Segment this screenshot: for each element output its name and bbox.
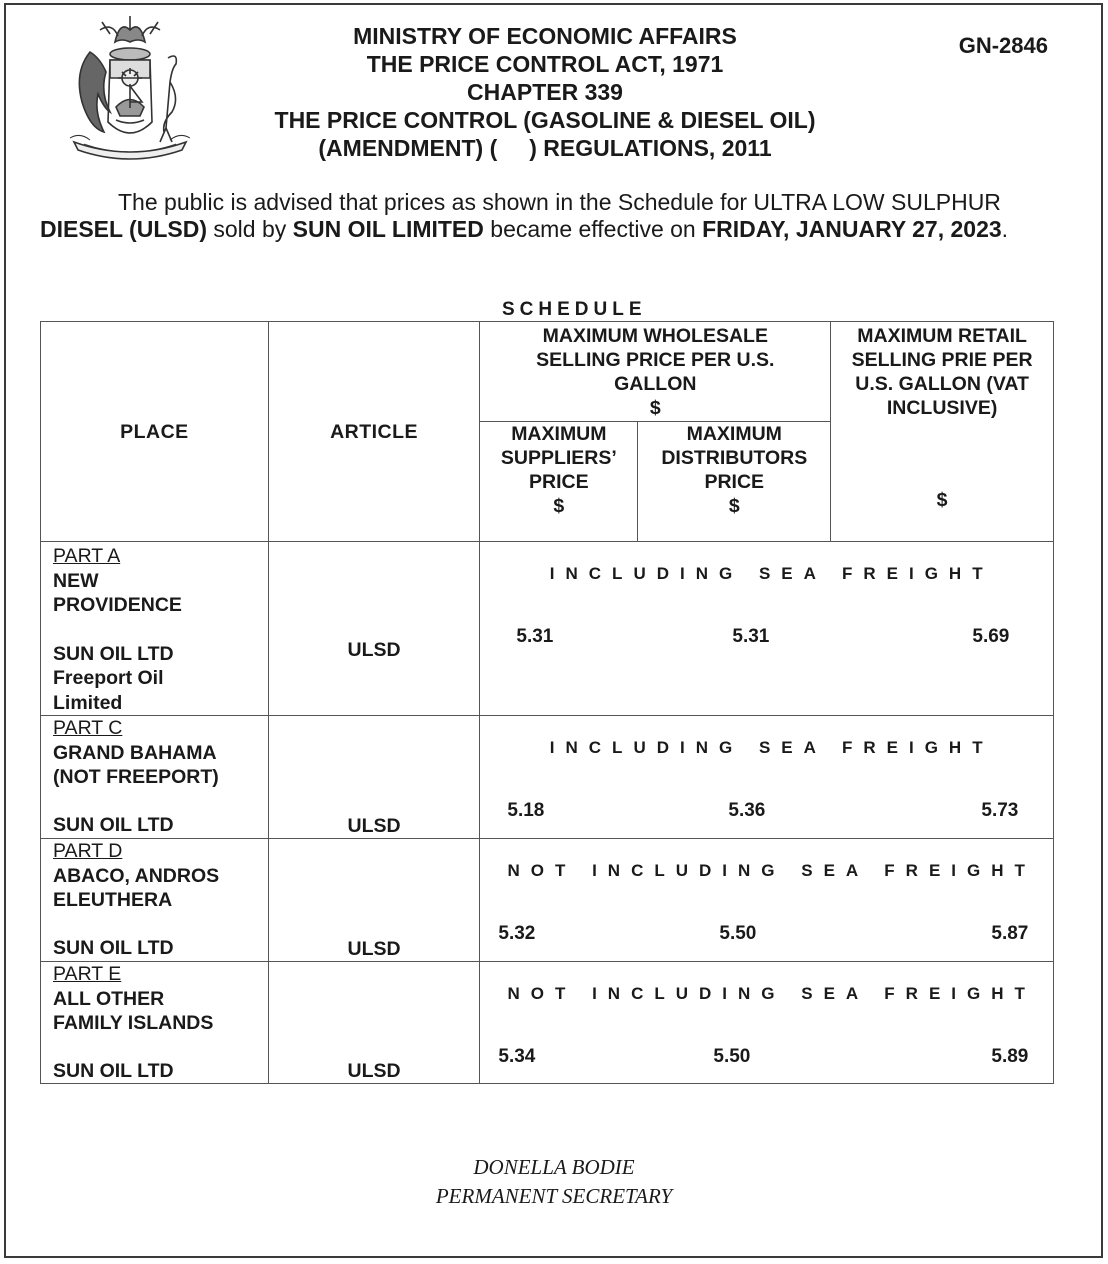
price-schedule-table xyxy=(40,321,1054,1084)
suppliers-price: 5.34 xyxy=(498,1046,536,1067)
distributors-price: 5.36 xyxy=(728,800,766,821)
distributors-label: MAXIMUM DISTRIBUTORS PRICE xyxy=(661,423,808,493)
suppliers-price: 5.18 xyxy=(507,800,545,821)
company-name: Limited xyxy=(53,691,123,714)
freight-note: NOT INCLUDING SEA FREIGHT xyxy=(507,984,1036,1003)
suppliers-price: 5.32 xyxy=(498,923,536,944)
place-cell xyxy=(41,542,269,716)
region-name: ALL OTHER xyxy=(53,987,165,1010)
suppliers-price: 5.31 xyxy=(516,626,554,647)
column-header-suppliers xyxy=(480,422,638,542)
part-label: PART D xyxy=(53,840,123,862)
region-name: PROVIDENCE xyxy=(53,594,182,616)
notice-product: DIESEL (ULSD) xyxy=(40,216,207,242)
retail-unit: $ xyxy=(936,489,948,511)
article-cell: ULSD xyxy=(268,839,480,962)
place-cell xyxy=(41,962,269,1084)
region-name: ELEUTHERA xyxy=(53,889,173,911)
public-notice-paragraph xyxy=(40,189,1070,243)
freight-note: INCLUDING SEA FREIGHT xyxy=(549,564,994,583)
notice-text-1: The public is advised that prices as shown in the Schedule for ULTRA LOW SULPHUR xyxy=(118,189,1001,215)
wholesale-unit: $ xyxy=(649,397,661,419)
region-name: NEW xyxy=(53,569,99,592)
signature-block xyxy=(0,1153,1108,1211)
column-header-retail xyxy=(831,322,1054,542)
freight-note: NOT INCLUDING SEA FREIGHT xyxy=(507,861,1036,880)
company-name: SUN OIL LTD xyxy=(53,813,174,836)
signatory-name: DONELLA BODIE xyxy=(473,1155,635,1179)
wholesale-label: MAXIMUM WHOLESALE SELLING PRICE PER U.S. GALLON xyxy=(536,325,775,395)
price-cell xyxy=(480,542,1054,716)
company-name: SUN OIL LTD xyxy=(53,642,174,665)
header-chapter: CHAPTER 339 xyxy=(467,79,623,105)
retail-price: 5.89 xyxy=(991,1046,1029,1067)
gazette-number: GN-2846 xyxy=(958,33,1048,58)
notice-header xyxy=(200,22,890,162)
article-cell: ULSD xyxy=(268,962,480,1084)
notice-effective-date: FRIDAY, JANUARY 27, 2023 xyxy=(702,216,1002,242)
table-row xyxy=(41,716,1054,839)
column-header-article: ARTICLE xyxy=(268,322,480,542)
header-ministry: MINISTRY OF ECONOMIC AFFAIRS xyxy=(353,23,737,49)
header-act: THE PRICE CONTROL ACT, 1971 xyxy=(366,51,724,77)
retail-price: 5.69 xyxy=(972,626,1010,647)
schedule-title: SCHEDULE xyxy=(502,299,647,320)
article-cell: ULSD xyxy=(268,542,480,716)
company-name: Freeport Oil xyxy=(53,667,164,689)
distributors-unit: $ xyxy=(728,495,740,517)
table-row xyxy=(41,542,1054,716)
notice-text-4: . xyxy=(1001,216,1009,242)
header-regulation-title: THE PRICE CONTROL (GASOLINE & DIESEL OIL) xyxy=(274,107,816,133)
freight-note: INCLUDING SEA FREIGHT xyxy=(549,738,994,757)
notice-text-3: became effective on xyxy=(483,216,703,242)
part-label: PART E xyxy=(53,963,122,985)
signatory-title: PERMANENT SECRETARY xyxy=(435,1184,673,1208)
coat-of-arms-emblem xyxy=(60,12,200,162)
retail-price: 5.73 xyxy=(981,800,1019,821)
notice-company: SUN OIL LIMITED xyxy=(292,216,484,242)
distributors-price: 5.50 xyxy=(713,1046,751,1067)
distributors-price: 5.31 xyxy=(732,626,770,647)
notice-text-2: sold by xyxy=(206,216,293,242)
company-name: SUN OIL LTD xyxy=(53,936,174,959)
column-header-place: PLACE xyxy=(41,322,269,542)
column-header-distributors xyxy=(638,422,831,542)
price-cell xyxy=(480,716,1054,839)
region-name: FAMILY ISLANDS xyxy=(53,1012,214,1034)
price-cell xyxy=(480,839,1054,962)
column-header-wholesale xyxy=(480,322,831,422)
region-name: (NOT FREEPORT) xyxy=(53,766,219,788)
region-name: ABACO, ANDROS xyxy=(53,864,220,887)
distributors-price: 5.50 xyxy=(719,923,757,944)
suppliers-label: MAXIMUM SUPPLIERS’ PRICE xyxy=(500,423,617,493)
part-label: PART C xyxy=(53,717,123,739)
retail-price: 5.87 xyxy=(991,923,1029,944)
header-regulation-subtitle: (AMENDMENT) ( ) REGULATIONS, 2011 xyxy=(318,135,772,161)
place-cell xyxy=(41,716,269,839)
region-name: GRAND BAHAMA xyxy=(53,741,217,764)
company-name: SUN OIL LTD xyxy=(53,1059,174,1082)
retail-label: MAXIMUM RETAIL SELLING PRIE PER U.S. GALLON (VAT INCLUSIVE) xyxy=(851,325,1033,419)
suppliers-unit: $ xyxy=(553,495,565,517)
part-label: PART A xyxy=(53,545,121,567)
price-cell xyxy=(480,962,1054,1084)
table-row xyxy=(41,839,1054,962)
place-cell xyxy=(41,839,269,962)
table-row xyxy=(41,962,1054,1084)
article-cell: ULSD xyxy=(268,716,480,839)
